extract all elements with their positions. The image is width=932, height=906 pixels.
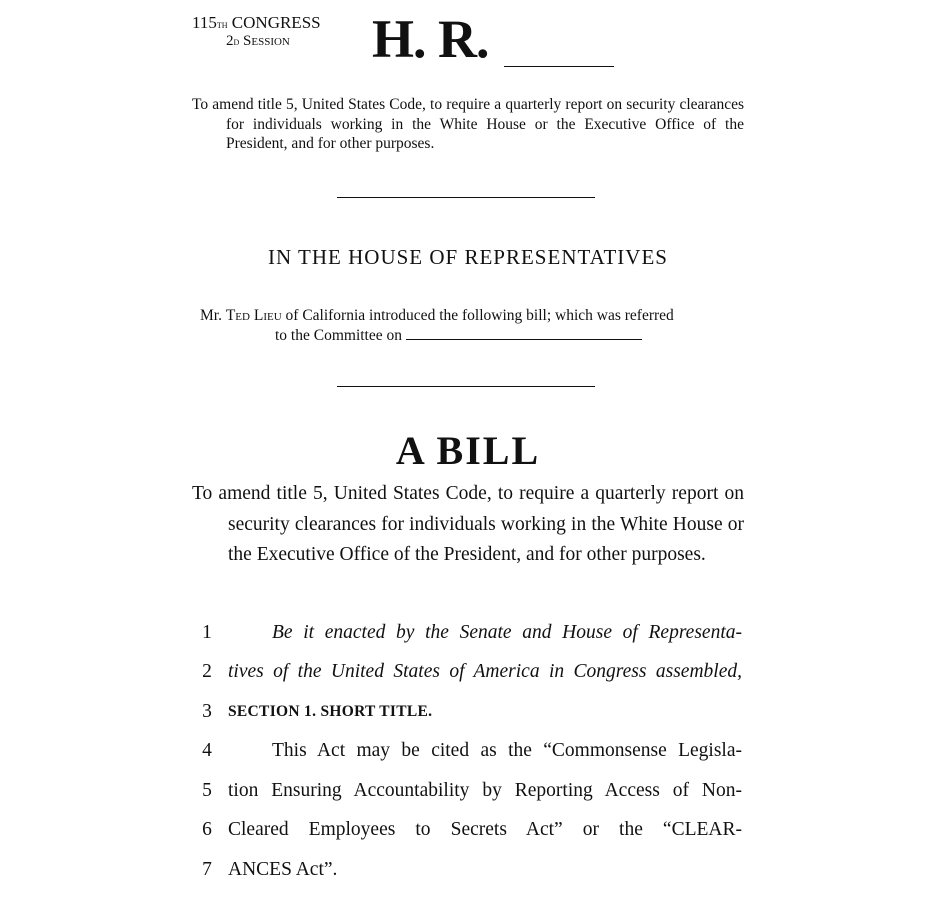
session-label bbox=[226, 32, 290, 52]
line-number: 2 bbox=[202, 661, 212, 682]
bill-number-title: H. R. bbox=[372, 9, 489, 69]
line-number: 4 bbox=[202, 740, 212, 761]
section-text-line: ANCES Act”. bbox=[228, 859, 338, 880]
section-text-line: Cleared Employees to Secrets Act” or the “CLEAR- bbox=[228, 819, 742, 840]
session-word: Session bbox=[243, 33, 290, 49]
congress-number: 115 bbox=[192, 13, 217, 32]
bill-purpose: To amend title 5, United States Code, to require a quarterly report on security clearances for individuals working in the White House or the Executive Office of the President, and for other purposes. bbox=[192, 483, 744, 566]
line-number: 7 bbox=[202, 859, 212, 880]
section-heading: SECTION 1. SHORT TITLE. bbox=[228, 703, 433, 720]
committee-referral bbox=[200, 326, 736, 346]
session-suffix: d bbox=[233, 36, 240, 48]
purpose-summary: To amend title 5, United States Code, to require a quarterly report on security clearances for individuals working in the White House or the Executive Office of the President, and for other purposes. bbox=[192, 96, 744, 152]
sponsor-statement-text: of California introduced the following bill; which was referred bbox=[285, 307, 674, 324]
congress-suffix: th bbox=[216, 17, 228, 31]
sponsor-statement bbox=[200, 306, 736, 346]
divider-rule bbox=[337, 386, 595, 387]
chamber-heading: IN THE HOUSE OF REPRESENTATIVES bbox=[268, 245, 668, 269]
line-number: 1 bbox=[202, 622, 212, 643]
congress-word: CONGRESS bbox=[231, 13, 321, 32]
line-number: 6 bbox=[202, 819, 212, 840]
sponsor-honorific: Mr. bbox=[200, 307, 222, 324]
bill-heading: A BILL bbox=[395, 428, 541, 473]
section-text-line: This Act may be cited as the “Commonsense Legisla- bbox=[272, 740, 742, 761]
session-number: 2 bbox=[226, 33, 234, 49]
enacting-clause-line: tives of the United States of America in Congress assembled, bbox=[228, 661, 742, 682]
line-number: 3 bbox=[202, 701, 212, 722]
line-number: 5 bbox=[202, 780, 212, 801]
bill-number-blank-line bbox=[504, 66, 614, 67]
committee-blank-line bbox=[406, 327, 642, 340]
divider-rule bbox=[337, 197, 595, 198]
sponsor-name: Ted Lieu bbox=[225, 307, 282, 324]
section-text-line: tion Ensuring Accountability by Reporting Access of Non- bbox=[228, 780, 742, 801]
committee-referral-text: to the Committee on bbox=[275, 327, 402, 344]
congress-label bbox=[192, 13, 321, 34]
enacting-clause-line: Be it enacted by the Senate and House of Representa- bbox=[272, 622, 742, 643]
